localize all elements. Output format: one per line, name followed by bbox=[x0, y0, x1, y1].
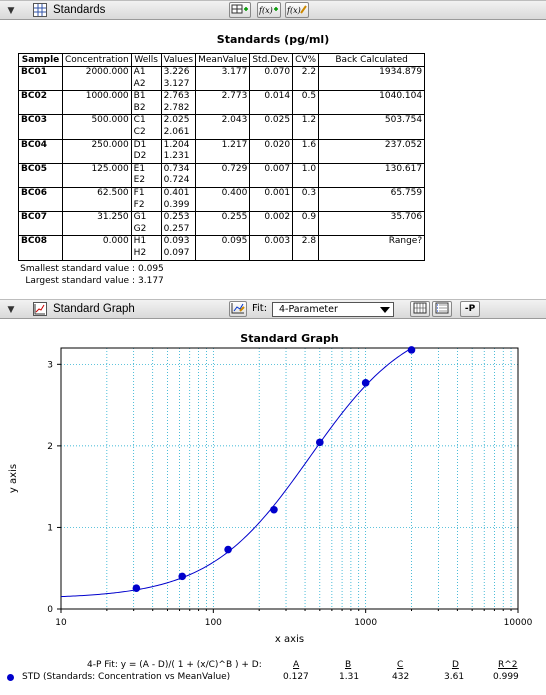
header-concentration[interactable]: Concentration bbox=[63, 54, 132, 67]
coef-value-a: 0.127 bbox=[283, 672, 309, 682]
coef-label-b: B bbox=[345, 660, 352, 670]
coef-value-b: 1.31 bbox=[339, 672, 360, 682]
cell-back-calculated[interactable]: 35.706 bbox=[319, 212, 425, 236]
x-tick-label: 10 bbox=[55, 618, 67, 628]
coef-label-r2: R^2 bbox=[498, 660, 518, 670]
cell-value[interactable]: 3.127 bbox=[161, 79, 195, 91]
minus-p-button[interactable]: -P bbox=[460, 301, 480, 317]
standards-table bbox=[18, 53, 425, 261]
standard-graph bbox=[0, 321, 546, 656]
cell-well[interactable]: G2 bbox=[131, 224, 161, 236]
cell-well[interactable]: A2 bbox=[131, 79, 161, 91]
header-cv[interactable]: CV% bbox=[293, 54, 319, 67]
cell-sample[interactable]: BC06 bbox=[19, 187, 63, 211]
cell-back-calculated[interactable]: Range? bbox=[319, 236, 425, 260]
cell-well[interactable]: A1 bbox=[131, 67, 161, 79]
cell-value[interactable]: 0.097 bbox=[161, 248, 195, 260]
table-row[interactable] bbox=[19, 163, 425, 175]
svg-text:f(x): f(x) bbox=[287, 6, 301, 15]
cell-sample[interactable]: BC07 bbox=[19, 212, 63, 236]
cell-meanvalue[interactable]: 2.043 bbox=[196, 115, 250, 139]
cell-value[interactable]: 2.782 bbox=[161, 103, 195, 115]
cell-value[interactable]: 0.401 bbox=[161, 187, 195, 199]
x-tick-label: 1000 bbox=[354, 618, 378, 628]
cell-back-calculated[interactable]: 130.617 bbox=[319, 163, 425, 187]
cell-well[interactable]: E1 bbox=[131, 163, 161, 175]
cell-sample[interactable]: BC05 bbox=[19, 163, 63, 187]
cell-well[interactable]: E2 bbox=[131, 175, 161, 187]
table-row[interactable] bbox=[19, 67, 425, 79]
cell-value[interactable]: 2.763 bbox=[161, 91, 195, 103]
data-point bbox=[178, 573, 186, 581]
cell-well[interactable]: H1 bbox=[131, 236, 161, 248]
y-tick-label: 3 bbox=[47, 360, 53, 371]
cell-concentration[interactable]: 31.250 bbox=[63, 212, 132, 236]
cell-value[interactable]: 0.093 bbox=[161, 236, 195, 248]
cell-concentration[interactable]: 250.000 bbox=[63, 139, 132, 163]
header-wells[interactable]: Wells bbox=[131, 54, 161, 67]
cell-concentration[interactable]: 2000.000 bbox=[63, 67, 132, 91]
table-row[interactable] bbox=[19, 91, 425, 103]
table-row[interactable] bbox=[19, 187, 425, 199]
cell-meanvalue[interactable]: 0.255 bbox=[196, 212, 250, 236]
cell-value[interactable]: 0.257 bbox=[161, 224, 195, 236]
cell-value[interactable]: 1.231 bbox=[161, 151, 195, 163]
cell-well[interactable]: C2 bbox=[131, 127, 161, 139]
table-title: Standards (pg/ml) bbox=[216, 33, 330, 46]
cell-back-calculated[interactable]: 1934.879 bbox=[319, 67, 425, 91]
cell-sample[interactable]: BC01 bbox=[19, 67, 63, 91]
collapse-chevron-icon[interactable]: ▼ bbox=[7, 6, 15, 16]
cell-sample[interactable]: BC02 bbox=[19, 91, 63, 115]
graph-section-bar bbox=[0, 299, 546, 319]
cell-back-calculated[interactable]: 65.759 bbox=[319, 187, 425, 211]
cell-meanvalue[interactable]: 0.729 bbox=[196, 163, 250, 187]
coef-label-a: A bbox=[293, 660, 300, 670]
cell-well[interactable]: G1 bbox=[131, 212, 161, 224]
cell-concentration[interactable]: 125.000 bbox=[63, 163, 132, 187]
cell-value[interactable]: 1.204 bbox=[161, 139, 195, 151]
coef-label-c: C bbox=[397, 660, 404, 670]
cell-meanvalue[interactable]: 3.177 bbox=[196, 67, 250, 91]
add-formula-button[interactable] bbox=[257, 2, 281, 18]
cell-stddev[interactable]: 0.001 bbox=[250, 187, 293, 211]
table-row[interactable] bbox=[19, 115, 425, 127]
cell-meanvalue[interactable]: 0.400 bbox=[196, 187, 250, 211]
y-tick-label: 1 bbox=[47, 523, 53, 534]
table-row[interactable] bbox=[19, 139, 425, 151]
svg-text:f(x): f(x) bbox=[259, 6, 273, 15]
cell-meanvalue[interactable]: 1.217 bbox=[196, 139, 250, 163]
cell-stddev[interactable]: 0.020 bbox=[250, 139, 293, 163]
cell-cv[interactable]: 1.0 bbox=[293, 163, 319, 187]
data-point bbox=[133, 584, 141, 592]
cell-well[interactable]: B1 bbox=[131, 91, 161, 103]
cell-cv[interactable]: 1.2 bbox=[293, 115, 319, 139]
x-axis-label: x axis bbox=[274, 634, 305, 645]
graph-section-title: Standard Graph bbox=[53, 303, 135, 315]
cell-stddev[interactable]: 0.007 bbox=[250, 163, 293, 187]
add-table-button[interactable] bbox=[229, 2, 251, 18]
header-back-calculated[interactable]: Back Calculated bbox=[319, 54, 425, 67]
cell-well[interactable]: C1 bbox=[131, 115, 161, 127]
smallest-standard-value: 0.095 bbox=[138, 264, 164, 274]
table-row[interactable] bbox=[19, 236, 425, 248]
standards-section-title: Standards bbox=[53, 4, 106, 16]
grid-view-button[interactable] bbox=[410, 301, 430, 317]
coef-value-r2: 0.999 bbox=[493, 672, 519, 682]
cell-cv[interactable]: 0.9 bbox=[293, 212, 319, 236]
cell-sample[interactable]: BC03 bbox=[19, 115, 63, 139]
coef-value-d: 3.61 bbox=[444, 672, 465, 682]
table-header-row bbox=[19, 54, 425, 67]
coef-label-d: D bbox=[452, 660, 459, 670]
cell-well[interactable]: F1 bbox=[131, 187, 161, 199]
largest-standard-label: Largest standard value : bbox=[25, 275, 135, 286]
table-body bbox=[19, 67, 425, 261]
largest-standard-value: 3.177 bbox=[138, 275, 164, 286]
chevron-down-icon bbox=[380, 307, 390, 313]
graph-settings-button[interactable] bbox=[229, 301, 247, 317]
data-point bbox=[408, 346, 416, 354]
header-sample[interactable]: Sample bbox=[19, 54, 63, 67]
cell-stddev[interactable]: 0.025 bbox=[250, 115, 293, 139]
cell-value[interactable]: 0.734 bbox=[161, 163, 195, 175]
cell-well[interactable]: F2 bbox=[131, 200, 161, 212]
data-point bbox=[316, 439, 324, 447]
summary-block bbox=[20, 264, 164, 287]
cell-back-calculated[interactable]: 237.052 bbox=[319, 139, 425, 163]
cell-back-calculated[interactable]: 1040.104 bbox=[319, 91, 425, 115]
cell-concentration[interactable]: 1000.000 bbox=[63, 91, 132, 115]
chart-title: Standard Graph bbox=[240, 332, 339, 345]
y-axis-label: y axis bbox=[8, 463, 19, 494]
data-point bbox=[362, 379, 370, 387]
cell-value[interactable]: 0.724 bbox=[161, 175, 195, 187]
y-tick-label: 2 bbox=[47, 441, 53, 452]
cell-well[interactable]: B2 bbox=[131, 103, 161, 115]
cell-cv[interactable]: 1.6 bbox=[293, 139, 319, 163]
cell-stddev[interactable]: 0.014 bbox=[250, 91, 293, 115]
legend-series-label: STD (Standards: Concentration vs MeanValue) bbox=[22, 672, 231, 682]
cell-well[interactable]: H2 bbox=[131, 248, 161, 260]
cell-value[interactable]: 0.253 bbox=[161, 212, 195, 224]
cell-cv[interactable]: 2.8 bbox=[293, 236, 319, 260]
cell-meanvalue[interactable]: 2.773 bbox=[196, 91, 250, 115]
cell-well[interactable]: D2 bbox=[131, 151, 161, 163]
x-tick-label: 10000 bbox=[503, 618, 533, 628]
data-point bbox=[270, 506, 278, 514]
cell-concentration[interactable]: 0.000 bbox=[63, 236, 132, 260]
y-tick-label: 0 bbox=[47, 605, 53, 615]
cell-cv[interactable]: 0.5 bbox=[293, 91, 319, 115]
fit-type-select[interactable] bbox=[272, 302, 394, 317]
data-point bbox=[224, 546, 232, 554]
edit-formula-button[interactable] bbox=[285, 2, 309, 18]
x-tick-label: 100 bbox=[204, 618, 222, 628]
cell-cv[interactable]: 0.3 bbox=[293, 187, 319, 211]
cell-concentration[interactable]: 62.500 bbox=[63, 187, 132, 211]
plot-frame bbox=[61, 348, 518, 609]
smallest-standard-label: Smallest standard value : bbox=[20, 264, 135, 274]
cell-value[interactable]: 2.061 bbox=[161, 127, 195, 139]
header-values[interactable]: Values bbox=[161, 54, 195, 67]
cell-value[interactable]: 3.226 bbox=[161, 67, 195, 79]
cell-back-calculated[interactable]: 503.754 bbox=[319, 115, 425, 139]
cell-sample[interactable]: BC04 bbox=[19, 139, 63, 163]
graph-icon bbox=[33, 302, 47, 316]
cell-well[interactable]: D1 bbox=[131, 139, 161, 151]
cell-stddev[interactable]: 0.002 bbox=[250, 212, 293, 236]
cell-sample[interactable]: BC08 bbox=[19, 236, 63, 260]
fit-label: Fit: bbox=[252, 303, 268, 314]
cell-meanvalue[interactable]: 0.095 bbox=[196, 236, 250, 260]
cell-value[interactable]: 2.025 bbox=[161, 115, 195, 127]
list-view-button[interactable] bbox=[432, 301, 452, 317]
coef-value-c: 432 bbox=[392, 672, 410, 682]
cell-cv[interactable]: 2.2 bbox=[293, 67, 319, 91]
fit-equation: 4-P Fit: y = (A - D)/( 1 + (x/C)^B ) + D: bbox=[87, 660, 262, 670]
header-meanvalue[interactable]: MeanValue bbox=[196, 54, 250, 67]
cell-stddev[interactable]: 0.003 bbox=[250, 236, 293, 260]
standards-section-bar bbox=[0, 0, 546, 20]
collapse-chevron-icon[interactable]: ▼ bbox=[7, 305, 15, 315]
fit-type-value: 4-Parameter bbox=[279, 304, 338, 315]
cell-stddev[interactable]: 0.070 bbox=[250, 67, 293, 91]
table-row[interactable] bbox=[19, 212, 425, 224]
cell-concentration[interactable]: 500.000 bbox=[63, 115, 132, 139]
header-stddev[interactable]: Std.Dev. bbox=[250, 54, 293, 67]
table-icon bbox=[33, 3, 47, 17]
fit-curve bbox=[61, 348, 412, 596]
cell-value[interactable]: 0.399 bbox=[161, 200, 195, 212]
